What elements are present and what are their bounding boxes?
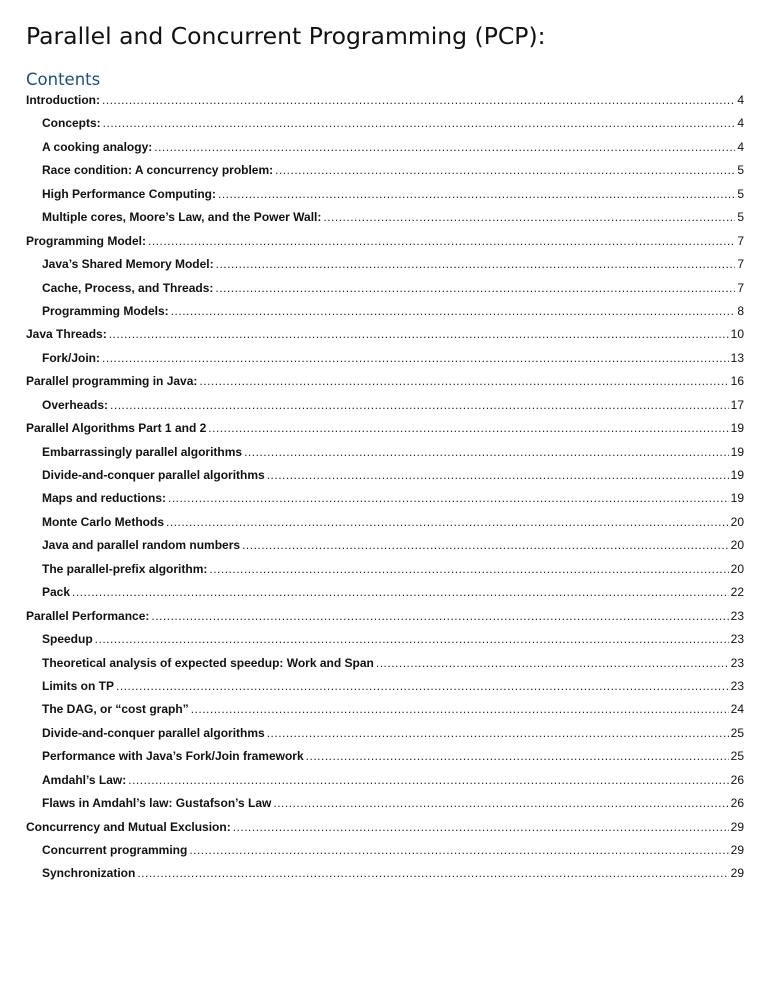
toc-dot-leader [189, 843, 728, 857]
toc-entry-page-number[interactable]: 29 [730, 866, 744, 881]
contents-heading: Contents [26, 70, 101, 89]
toc-entry-page-number[interactable]: 10 [730, 327, 744, 342]
toc-entry-page-number[interactable]: 5 [737, 186, 744, 201]
toc-dot-leader [208, 421, 728, 435]
toc-dot-leader [168, 491, 729, 505]
toc-entry-page-number[interactable]: 16 [730, 374, 744, 389]
toc-entry-page-number[interactable]: 17 [730, 397, 744, 412]
toc-entry-page-number[interactable]: 29 [730, 819, 744, 834]
toc-entry-label[interactable]: Overheads: [42, 397, 109, 412]
toc-entry-label[interactable]: Java Threads: [26, 327, 107, 342]
toc-entry[interactable] [26, 351, 744, 374]
toc-entry-label[interactable]: Parallel programming in Java: [26, 374, 198, 389]
table-of-contents [26, 93, 744, 890]
toc-dot-leader [116, 679, 729, 693]
toc-dot-leader [151, 609, 728, 623]
toc-entry-page-number[interactable]: 8 [737, 303, 744, 318]
toc-entry-label[interactable]: Divide-and-conquer parallel algorithms [42, 725, 265, 740]
toc-entry[interactable] [26, 843, 744, 866]
toc-entry-page-number[interactable]: 4 [737, 139, 744, 154]
toc-dot-leader [103, 116, 736, 130]
toc-entry-label[interactable]: Race condition: A concurrency problem: [42, 163, 274, 178]
toc-entry-page-number[interactable]: 19 [730, 444, 744, 459]
toc-entry-page-number[interactable]: 25 [730, 749, 744, 764]
toc-entry-page-number[interactable]: 5 [737, 163, 744, 178]
toc-dot-leader [376, 656, 729, 670]
toc-entry[interactable] [26, 585, 744, 608]
toc-entry-page-number[interactable]: 23 [730, 678, 744, 693]
toc-entry-page-number[interactable]: 5 [737, 210, 744, 225]
toc-entry-label[interactable]: Performance with Java’s Fork/Join framework [42, 749, 304, 764]
toc-entry-label[interactable]: Synchronization [42, 866, 136, 881]
toc-dot-leader [233, 820, 729, 834]
toc-entry[interactable] [26, 398, 744, 421]
toc-entry[interactable] [26, 116, 744, 139]
toc-dot-leader [128, 773, 728, 787]
toc-dot-leader [218, 187, 735, 201]
toc-dot-leader [244, 445, 729, 459]
toc-entry[interactable] [26, 374, 744, 397]
toc-entry[interactable] [26, 163, 744, 186]
toc-entry[interactable] [26, 304, 744, 327]
toc-dot-leader [110, 398, 729, 412]
toc-entry-label[interactable]: Embarrassingly parallel algorithms [42, 444, 243, 459]
toc-entry-label[interactable]: Concurrency and Mutual Exclusion: [26, 819, 231, 834]
toc-entry[interactable] [26, 421, 744, 444]
toc-dot-leader [199, 374, 728, 388]
toc-entry[interactable] [26, 468, 744, 491]
toc-entry-page-number[interactable]: 4 [737, 116, 744, 131]
toc-entry-label[interactable]: Amdahl’s Law: [42, 772, 127, 787]
toc-entry-label[interactable]: A cooking analogy: [42, 139, 153, 154]
toc-dot-leader [72, 585, 729, 599]
toc-entry-label[interactable]: Parallel Performance: [26, 608, 150, 623]
toc-entry-page-number[interactable]: 20 [730, 538, 744, 553]
toc-entry-page-number[interactable]: 7 [737, 280, 744, 295]
toc-entry-label[interactable]: Programming Models: [42, 303, 169, 318]
toc-dot-leader [148, 234, 735, 248]
toc-entry-page-number[interactable]: 25 [730, 725, 744, 740]
toc-entry-label[interactable]: Concurrent programming [42, 843, 188, 857]
toc-dot-leader [95, 632, 729, 646]
toc-entry-label[interactable]: Flaws in Amdahl’s law: Gustafson’s Law [42, 796, 272, 811]
toc-dot-leader [306, 749, 729, 763]
toc-entry[interactable] [26, 726, 744, 749]
toc-entry-page-number[interactable]: 19 [730, 421, 744, 436]
toc-dot-leader [215, 281, 735, 295]
toc-entry[interactable] [26, 327, 744, 350]
toc-entry[interactable] [26, 234, 744, 257]
toc-entry-page-number[interactable]: 4 [737, 93, 744, 107]
toc-entry[interactable] [26, 773, 744, 796]
toc-dot-leader [154, 140, 735, 154]
toc-entry-label[interactable]: Fork/Join: [42, 350, 101, 365]
toc-dot-leader [273, 796, 728, 810]
toc-entry-label[interactable]: Monte Carlo Methods [42, 514, 164, 529]
toc-entry[interactable] [26, 609, 744, 632]
toc-entry[interactable] [26, 632, 744, 655]
toc-entry-page-number[interactable]: 13 [730, 350, 744, 365]
toc-dot-leader [323, 210, 735, 224]
toc-entry[interactable] [26, 445, 744, 468]
toc-entry-label[interactable]: Divide-and-conquer parallel algorithms [42, 468, 265, 482]
toc-entry-page-number[interactable]: 24 [730, 702, 744, 717]
toc-entry-label[interactable]: Limits on TP [42, 678, 114, 693]
toc-entry-label[interactable]: Theoretical analysis of expected speedup: Work and Span [42, 655, 374, 670]
toc-entry-page-number[interactable]: 7 [737, 257, 744, 272]
toc-entry-label[interactable]: Pack [42, 585, 71, 600]
toc-entry-label[interactable]: High Performance Computing: [42, 186, 217, 201]
toc-entry-label[interactable]: Speedup [42, 632, 93, 647]
toc-dot-leader [137, 866, 728, 880]
toc-entry-label[interactable]: Java and parallel random numbers [42, 538, 241, 553]
toc-entry-page-number[interactable]: 26 [730, 796, 744, 811]
toc-dot-leader [267, 726, 729, 740]
toc-entry-label[interactable]: Concepts: [42, 116, 101, 131]
toc-entry-label[interactable]: Cache, Process, and Threads: [42, 280, 214, 295]
toc-entry-page-number[interactable]: 26 [730, 772, 744, 787]
toc-entry-label[interactable]: The parallel-prefix algorithm: [42, 561, 208, 576]
toc-entry[interactable] [26, 538, 744, 561]
toc-entry-page-number[interactable]: 29 [730, 843, 744, 857]
toc-dot-leader [109, 327, 729, 341]
toc-entry-page-number[interactable]: 7 [737, 233, 744, 248]
toc-entry[interactable] [26, 491, 744, 514]
toc-entry-page-number[interactable]: 20 [730, 514, 744, 529]
toc-entry[interactable] [26, 257, 744, 280]
toc-entry-page-number[interactable]: 22 [730, 585, 744, 600]
toc-dot-leader [166, 515, 729, 529]
toc-entry-page-number[interactable]: 19 [730, 491, 744, 506]
toc-entry[interactable] [26, 702, 744, 725]
toc-entry-page-number[interactable]: 19 [730, 468, 744, 482]
toc-dot-leader [216, 257, 736, 271]
toc-entry[interactable] [26, 866, 744, 889]
toc-entry-page-number[interactable]: 23 [730, 655, 744, 670]
toc-entry-label[interactable]: Java’s Shared Memory Model: [42, 257, 214, 272]
toc-dot-leader [275, 163, 735, 177]
toc-entry[interactable] [26, 820, 744, 843]
toc-entry-label[interactable]: Maps and reductions: [42, 491, 167, 506]
toc-entry[interactable] [26, 656, 744, 679]
toc-entry-label[interactable]: Introduction: [26, 93, 100, 107]
toc-entry[interactable] [26, 93, 744, 116]
toc-entry-label[interactable]: Parallel Algorithms Part 1 and 2 [26, 421, 207, 436]
toc-entry[interactable] [26, 749, 744, 772]
document-title: Parallel and Concurrent Programming (PCP): [26, 22, 546, 50]
toc-dot-leader [191, 702, 729, 716]
toc-entry[interactable] [26, 796, 744, 819]
toc-dot-leader [242, 538, 729, 552]
toc-entry-label[interactable]: The DAG, or “cost graph” [42, 702, 189, 717]
toc-entry[interactable] [26, 210, 744, 233]
toc-entry[interactable] [26, 562, 744, 585]
toc-entry-page-number[interactable]: 20 [730, 561, 744, 576]
toc-entry[interactable] [26, 515, 744, 538]
toc-dot-leader [171, 304, 736, 318]
toc-entry-page-number[interactable]: 23 [730, 608, 744, 623]
toc-entry[interactable] [26, 140, 744, 163]
toc-dot-leader [102, 93, 735, 107]
toc-entry[interactable] [26, 679, 744, 702]
toc-entry-label[interactable]: Programming Model: [26, 233, 147, 248]
toc-entry[interactable] [26, 281, 744, 304]
toc-entry[interactable] [26, 187, 744, 210]
toc-dot-leader [209, 562, 728, 576]
toc-entry-label[interactable]: Multiple cores, Moore’s Law, and the Power Wall: [42, 210, 322, 225]
toc-entry-page-number[interactable]: 23 [730, 632, 744, 647]
toc-dot-leader [267, 468, 729, 482]
toc-dot-leader [102, 351, 729, 365]
